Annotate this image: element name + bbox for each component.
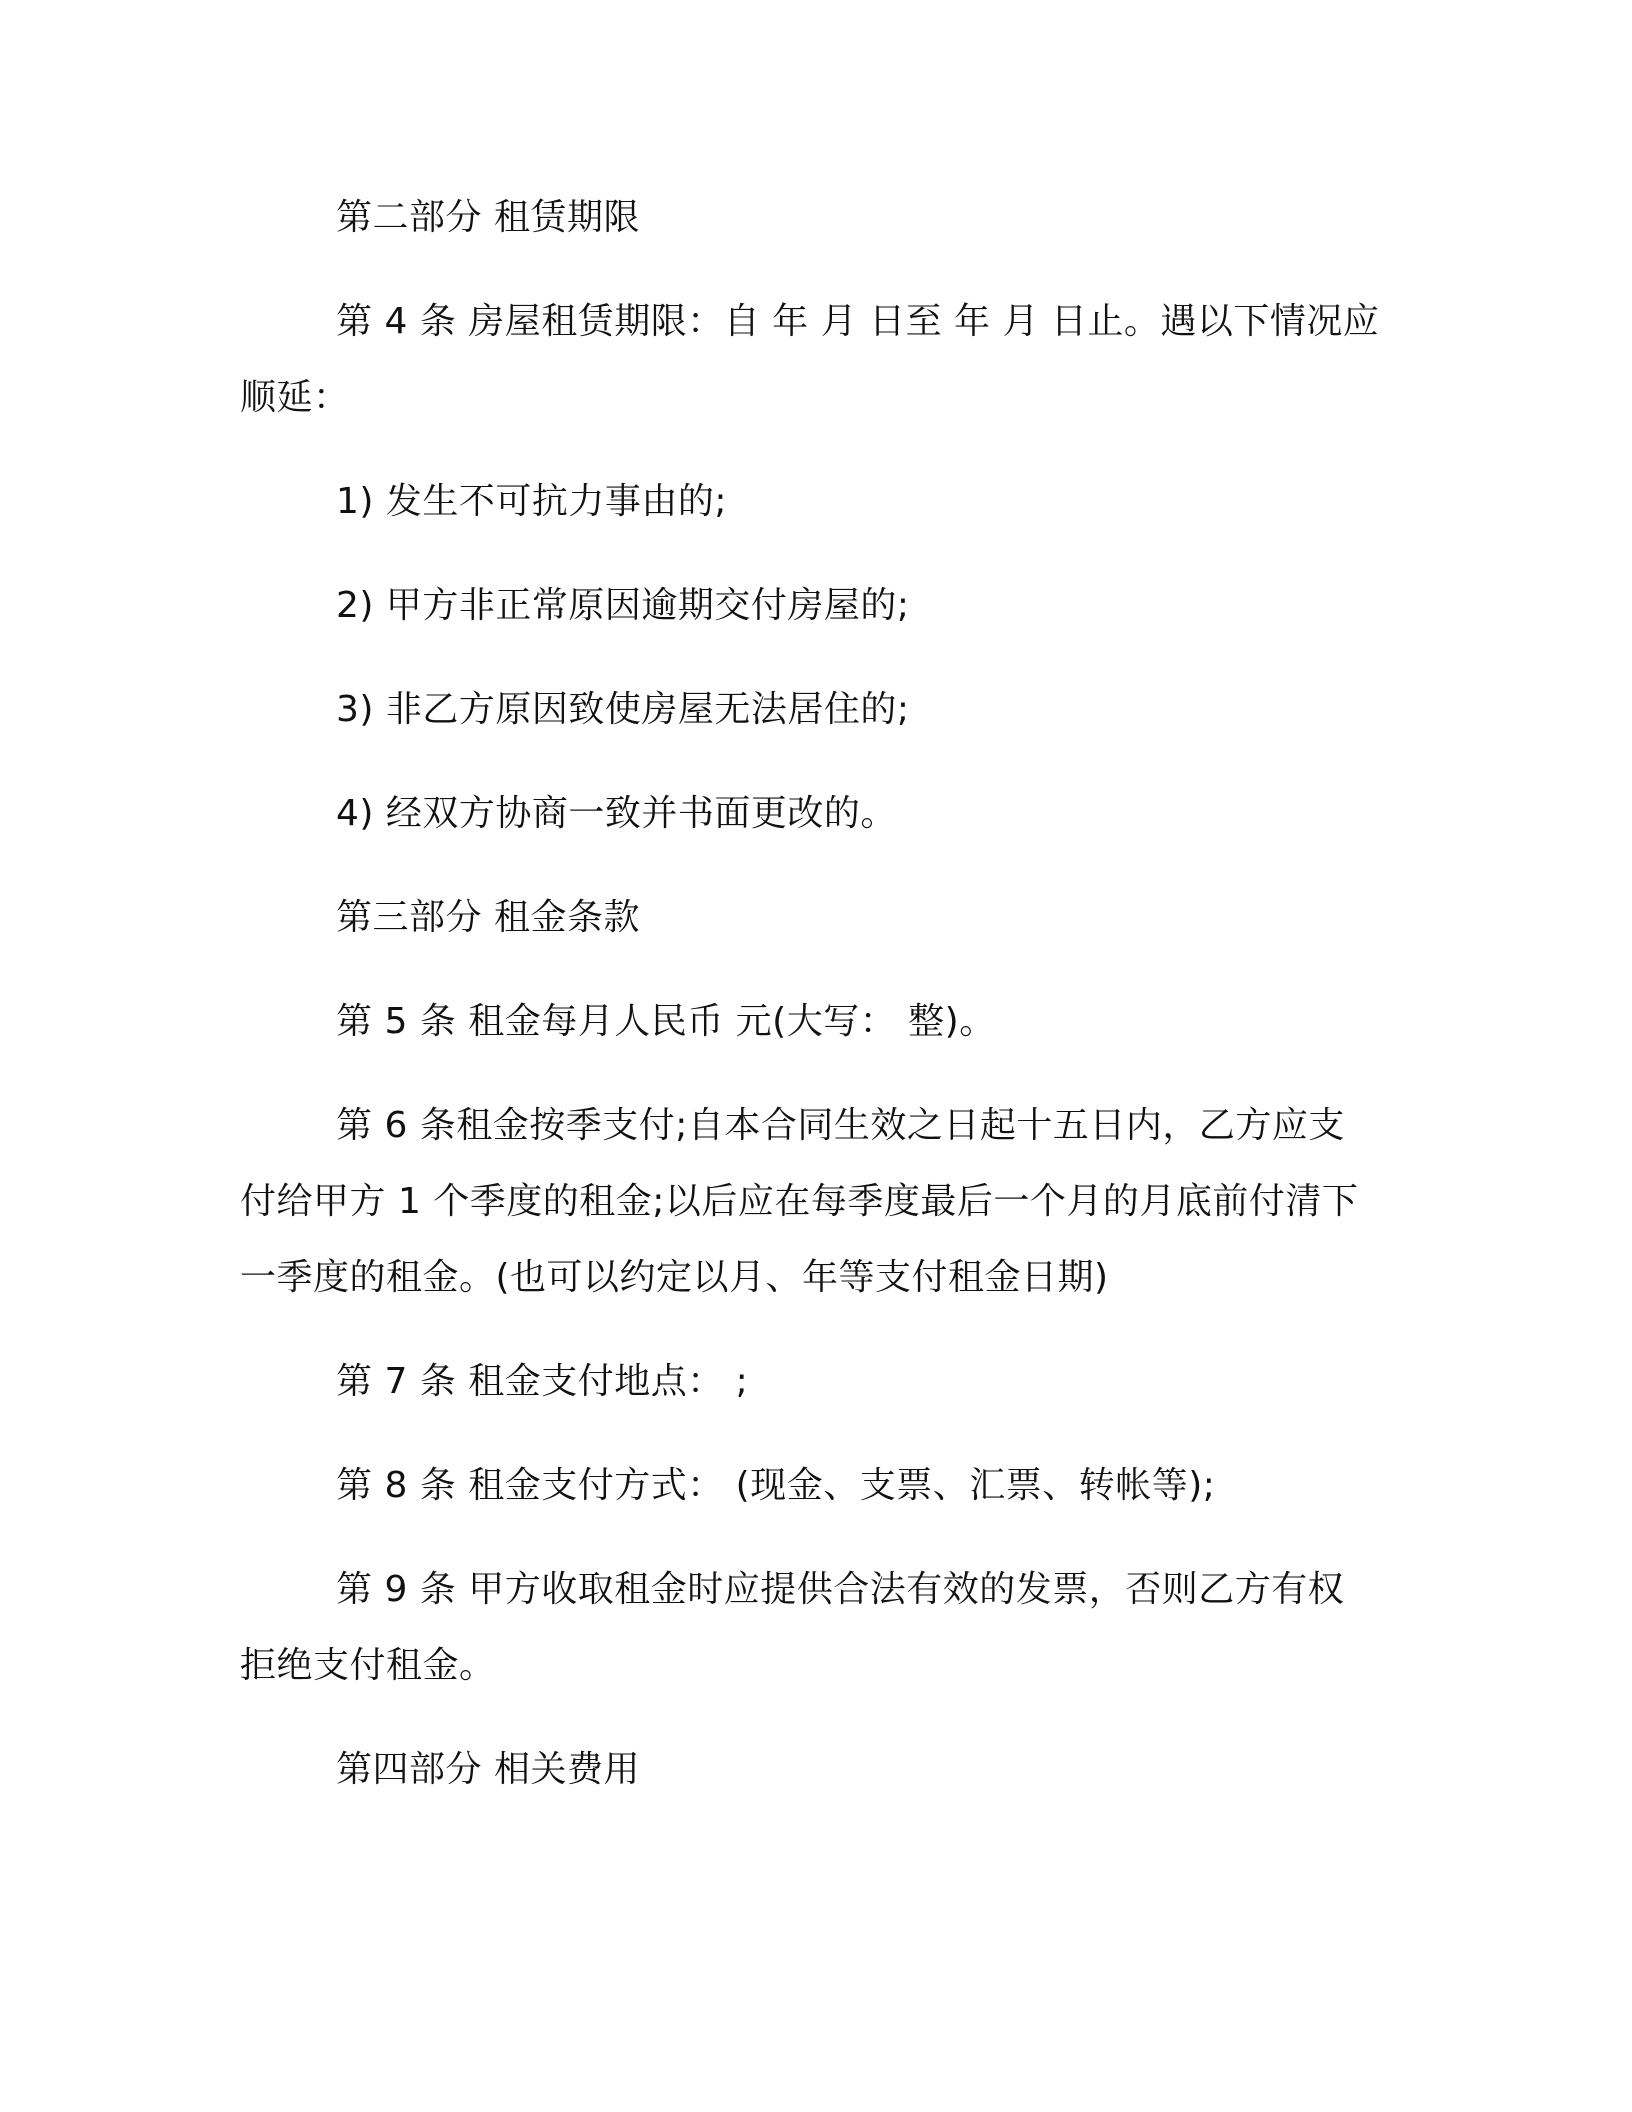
article-4-line-1: 第 4 条 房屋租赁期限：自 年 月 日至 年 月 日止。遇以下情况应 <box>336 301 1380 342</box>
list-item-4: 4) 经双方协商一致并书面更改的。 <box>336 793 897 834</box>
section-heading-part-3: 第三部分 租金条款 <box>336 897 640 938</box>
article-5: 第 5 条 租金每月人民币 元(大写： 整)。 <box>336 1001 996 1042</box>
article-6-line-2: 付给甲方 1 个季度的租金;以后应在每季度最后一个月的月底前付清下 <box>240 1181 1359 1222</box>
article-9-line-1: 第 9 条 甲方收取租金时应提供合法有效的发票，否则乙方有权 <box>336 1569 1345 1610</box>
list-item-3: 3) 非乙方原因致使房屋无法居住的; <box>336 689 910 730</box>
section-heading-part-4: 第四部分 相关费用 <box>336 1749 640 1790</box>
document-page <box>240 0 1380 2112</box>
article-7: 第 7 条 租金支付地点： ; <box>336 1361 749 1402</box>
article-4-line-2: 顺延： <box>240 377 350 418</box>
article-6-line-1: 第 6 条租金按季支付;自本合同生效之日起十五日内，乙方应支 <box>336 1105 1345 1146</box>
list-item-2: 2) 甲方非正常原因逾期交付房屋的; <box>336 585 910 626</box>
article-9-line-2: 拒绝支付租金。 <box>240 1645 496 1686</box>
article-6-line-3: 一季度的租金。(也可以约定以月、年等支付租金日期) <box>240 1257 1109 1298</box>
list-item-1: 1) 发生不可抗力事由的; <box>336 481 728 522</box>
article-8: 第 8 条 租金支付方式： (现金、支票、汇票、转帐等); <box>336 1465 1216 1506</box>
section-heading-part-2: 第二部分 租赁期限 <box>336 197 640 238</box>
